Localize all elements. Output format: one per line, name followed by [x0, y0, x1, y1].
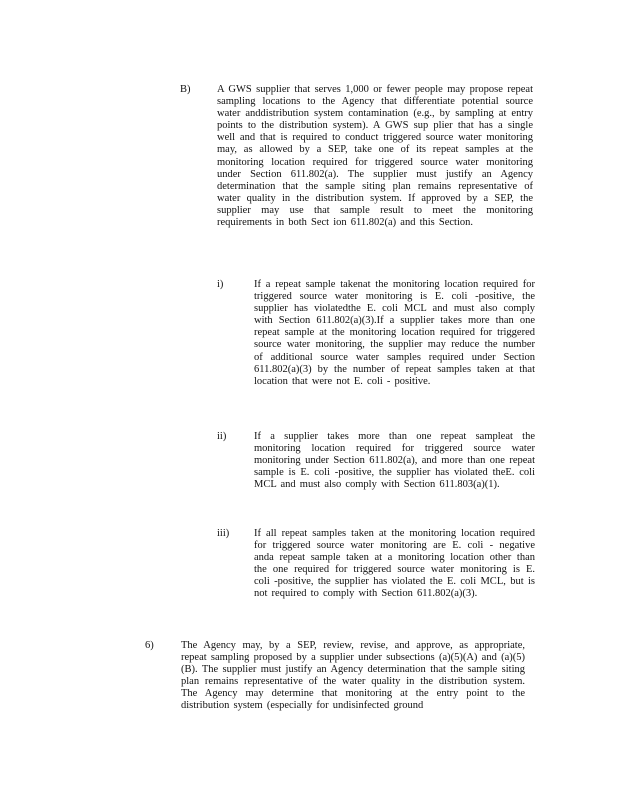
subsection-6-paragraph: The Agency may, by a SEP, review, revise, and approve, as appropriate, repeat sampling proposed by a supplier under subsections (a)(5)(A) and (a)(5)(B). The supplier must justify an Agency determination that the sample siting plan remains representative of the water quality in the distribution system. The Agency may determine that monitoring at the entry point to the distribution system (especially for undisinfected ground: [181, 640, 525, 712]
subsection-marker-6: 6): [145, 640, 154, 651]
item-i-paragraph: If a repeat sample takenat the monitoring location required for triggered source water monitoring is E. coli -positive, the supplier has violatedthe E. coli MCL and must also comply with Section 611.802(a)(3).If a supplier takes more than one repeat sample at the monitoring location required for triggered source water monitoring, the supplier may reduce the number of additional source water samples required under Section 611.802(a)(3) by the number of repeat samples taken at that location that were not E. coli - positive.: [254, 279, 535, 387]
item-marker-i: i): [217, 279, 224, 290]
subsection-marker-b: B): [180, 84, 191, 95]
item-ii-paragraph: If a supplier takes more than one repeat sampleat the monitoring location required for triggered source water monitoring under Section 611.802(a), and more than one repeat sample is E. coli -positive, the supplier has violated theE. coli MCL and must also comply with Section 611.803(a)(1).: [254, 431, 535, 491]
subsection-b-paragraph: A GWS supplier that serves 1,000 or fewer people may propose repeat sampling locations to the Agency that differentiate potential source water anddistribution system contamination (e.g., by sampling at entry points to the distribution system). A GWS sup plier that has a single well and that is required to conduct triggered source water monitoring may, as allowed by a SEP, take one of its repeat samples at the monitoring location required for triggered source water monitoring under Section 611.802(a). The supplier must justify an Agency determination that the sample siting plan remains representative of water quality in the distribution system. If approved by a SEP, the supplier may use that sample result to meet the monitoring requirements in both Sect ion 611.802(a) and this Section.: [217, 84, 533, 229]
item-marker-iii: iii): [217, 528, 230, 539]
item-iii-paragraph: If all repeat samples taken at the monitoring location required for triggered source water monitoring are E. coli - negative anda repeat sample taken at a monitoring location other than the one required for triggered source water monitoring is E. coli -positive, the supplier has violated the E. coli MCL, but is not required to comply with Section 611.802(a)(3).: [254, 528, 535, 600]
item-marker-ii: ii): [217, 431, 227, 442]
